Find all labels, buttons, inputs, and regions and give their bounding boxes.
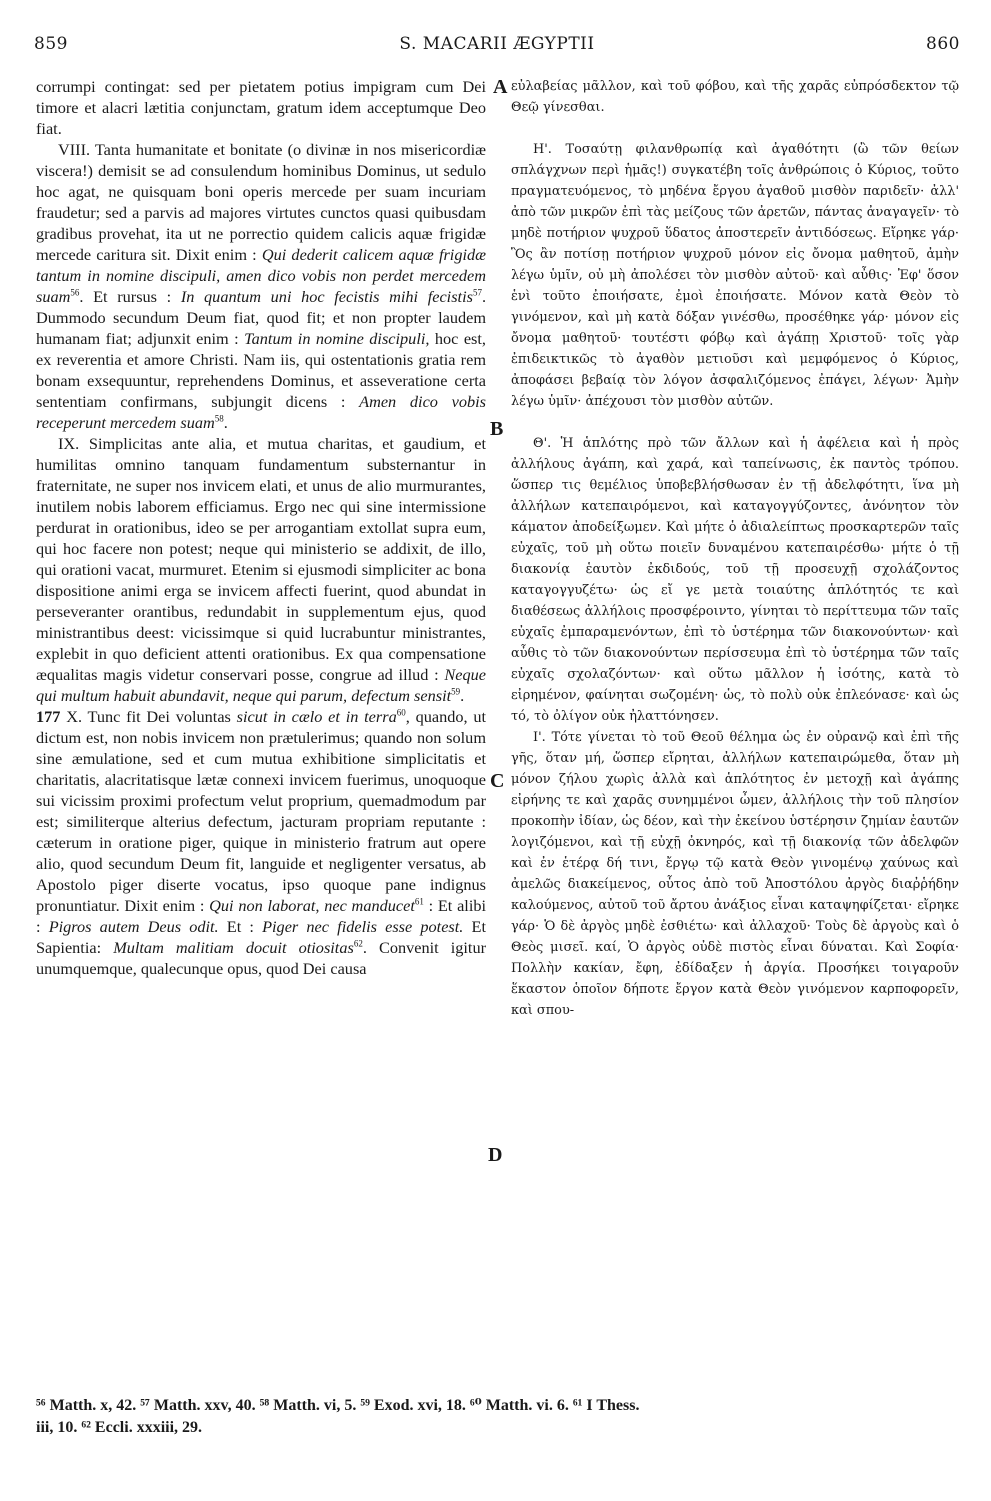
footnote-ref: 61	[414, 896, 424, 907]
margin-letter-d: D	[488, 1144, 503, 1166]
latin-text: .	[223, 413, 228, 432]
page-header	[34, 34, 960, 58]
latin-text: , quando, ut dictum est, non nobis invicem non prætulerimus; quando non solum sine æmulatione, sed et cum mutua exhibitione simplicitatis et charitatis, alacritatisque lætæ connexi invicem fuerimus, unoquoque sui vicissim proximi profectum velut proprium, quemadmodum par est; similiterque alterius defectum, jacturam propriam reputante : cæterum in oratione piger, quique in ministerio fratrum aut opere alio, quod secundum Deum fit, languide et negligenter versatus, ab Apostolo piger diserte vocatus, ipso quoque pane indignus pronuntiatur. Dixit enim :	[36, 707, 486, 915]
footnote-line: ⁵⁶ Matth. x, 42. ⁵⁷ Matth. xxv, 40. ⁵⁸ Matth. vi, 5. ⁵⁹ Exod. xvi, 18. ⁶⁰ Matth. vi. 6. ⁶¹ I Thess.	[36, 1397, 640, 1414]
greek-paragraph-iota	[511, 727, 959, 1021]
section-number: X.	[66, 707, 83, 726]
section-number: Ι'.	[533, 730, 546, 745]
greek-text: εὐλαβείας μᾶλλον, καὶ τοῦ φόβου, καὶ τῆς χαρᾶς εὐπρόσδεκτον τῷ Θεῷ γίνεσθαι.	[511, 79, 959, 115]
section-number: Η'.	[533, 142, 552, 157]
latin-quote: Multam malitiam docuit otiositas	[113, 938, 354, 957]
running-title: S. MACARII ÆGYPTII	[399, 34, 595, 54]
latin-text: . Dummodo secundum Deum fiat, quod fit; et non propter laudem humanam fiat; adjunxit enim :	[36, 287, 486, 348]
latin-text: Tunc fit Dei voluntas	[82, 707, 237, 726]
latin-quote: In quantum uni hoc fecistis mihi fecistis	[180, 287, 473, 306]
latin-text: Et Sapientia:	[36, 917, 486, 957]
latin-paragraph-x	[36, 706, 486, 979]
latin-text: Et :	[218, 917, 263, 936]
latin-quote: Amen dico vobis receperunt mercedem suam	[36, 392, 486, 432]
latin-quote: Qui dederit calicem aquæ frigidæ tantum in nomine discipuli, amen dico vobis non perdet mercedem suam	[36, 245, 486, 306]
greek-paragraph-eta	[511, 139, 959, 412]
latin-text: corrumpi contingat: sed per pietatem potius impigram cum Dei timore et alacri lætitia conjunctam, gratum idem acceptumque Deo fiat.	[36, 77, 486, 138]
section-number: IX.	[58, 434, 80, 453]
latin-column	[36, 76, 486, 1376]
latin-quote: Piger nec fidelis esse potest.	[262, 917, 464, 936]
latin-text: .	[460, 686, 465, 705]
latin-quote: Tantum in nomine discipuli,	[244, 329, 430, 348]
section-number: VIII.	[58, 140, 91, 159]
latin-paragraph-intro	[36, 76, 486, 139]
paragraph-gap	[511, 118, 959, 139]
footnotes	[36, 1395, 958, 1439]
footnote-ref: 62	[353, 938, 363, 949]
latin-text: Tanta humanitate et bonitate (o divinæ in nos misericordiæ viscera!) demisit se ad consulendum hominibus Dominus, ut sedulo hoc agat, ne quisquam boni operis mercede per suam incuriam fraudetur; sed a parvis ad majores virtutes cunctos quasi quibusdam gradibus provehat, ita ut ne porrectio quidem calicis aquæ frigidæ mercede caritura sit. Dixit enim :	[36, 140, 486, 264]
footnote-ref: 56	[70, 287, 80, 298]
footnote-ref: 59	[451, 686, 461, 697]
latin-text: : Et alibi :	[36, 896, 486, 936]
margin-letter-c: C	[490, 770, 505, 792]
latin-quote: Qui non laborat, nec manducet	[209, 896, 415, 915]
page-number-right: 860	[926, 34, 960, 54]
latin-quote: Neque qui multum habuit abundavit, neque qui parum, defectum sensit	[36, 665, 486, 705]
footnote-ref: 57	[472, 287, 482, 298]
greek-text: Τοσαύτῃ φιλανθρωπίᾳ καὶ ἀγαθότητι (ὢ τῶν θείων σπλάγχνων περὶ ἡμᾶς!) συγκατέβη τοῖς ἀνθρώποις ὁ Κύριος, τοῦτο πραγματευόμενος, τὸ μηδένα ἔργου ἀγαθοῦ μισθὸν παριδεῖν· ἀλλ' ἀπὸ τῶν μικρῶν ἐπὶ τὰς μείζους τῶν ἀρετῶν, πάντας ἀναγαγεῖν· τὸ μηδὲ ποτήριον ψυχροῦ ὕδατος ἀποστερεῖν ἀντιδόσεως. Εἴρηκε γάρ· Ὃς ἂν ποτίσῃ ποτήριον ψυχροῦ μόνον εἰς ὄνομα μαθητοῦ, ἀμὴν λέγω ὑμῖν, οὐ μὴ ἀπολέσει τὸν μισθὸν αὐτοῦ· καὶ αὖθις· Ἐφ' ὅσον ἑνὶ τοῦτο ἐποιήσατε, ἐμοὶ ἐποιήσατε. Μόνον κατὰ Θεὸν τὸ γινόμενον, καὶ μὴ κατὰ δόξαν γινέσθω, προσέθηκε γάρ· μόνον εἰς ὄνομα μαθητοῦ· τουτέστι φόβῳ καὶ ἀγάπῃ Χριστοῦ· τοῖς γὰρ ἐπιδεικτικῶς τὸ ἀγαθὸν μετιοῦσι καὶ μεμφόμενος ὁ Κύριος, ἀποφάσει βεβαίᾳ τὸν λόγον ἀσφαλιζόμενος ἐπάγει, λέγων· Ἀμὴν λέγω ὑμῖν· ἀπέχουσι τὸν μισθὸν αὐτῶν.	[511, 142, 959, 409]
greek-text: Τότε γίνεται τὸ τοῦ Θεοῦ θέλημα ὡς ἐν οὐρανῷ καὶ ἐπὶ τῆς γῆς, ὅταν μή, ὥσπερ εἴρηται, ἀλλήλων κατεπαιρώμεθα, ὅταν μὴ μόνον ζήλου χωρὶς ἀλλὰ καὶ ἁπλότητος ἐν μετοχῇ καὶ ἀγάπης εἰρήνης τε καὶ χαρᾶς συνημμένοι ὦμεν, ἀλλήλοις τὴν τοῦ πλησίον προκοπὴν ἰδίαν, ὡς δέον, καὶ τὴν ἐκείνου ὑστέρησιν ζημίαν ἑαυτῶν λογιζόμενοι, καὶ τῇ εὐχῇ ὀκνηρός, καὶ τῇ διακονίᾳ τῶν ἀδελφῶν καὶ ἐν ἑτέρᾳ δή τινι, ἔργῳ τῷ κατὰ Θεὸν γινομένῳ χαύνως καὶ ἀμελῶς διακείμενος, οὗτος ἀπὸ τοῦ Ἀποστόλου ἀργὸς διαῤῥήδην καλούμενος, αὐτοῦ τοῦ ἄρτου ἀνάξιος εἶναι καταψηφίζεται· εἴρηκε γάρ· Ὁ δὲ ἀργὸς μηδὲ ἐσθιέτω· καὶ ἀλλαχοῦ· Τοὺς δὲ ἀργοὺς καὶ ὁ Θεὸς μισεῖ. καί, Ὁ ἀργὸς οὐδὲ πιστὸς εἶναι δύναται. Καὶ Σοφία· Πολλὴν κακίαν, ἔφη, ἐδίδαξεν ἡ ἀργία. Προσήκει τοιγαροῦν ἕκαστον ὁποῖον δήποτε ἔργον κατὰ Θεὸν γινόμενον καρποφορεῖν, καὶ σπου-	[511, 730, 959, 1018]
column-marker: 177	[36, 707, 61, 726]
margin-letter-b: B	[490, 418, 504, 440]
footnote-line: iii, 10. ⁶² Eccli. xxxiii, 29.	[36, 1419, 203, 1436]
greek-text: Ἡ ἁπλότης πρὸ τῶν ἄλλων καὶ ἡ ἀφέλεια καὶ ἡ πρὸς ἀλλήλους ἀγάπη, καὶ χαρά, καὶ ταπείνωσις, ἐκ παντὸς τρόπου. ὥσπερ τις θεμέλιος ὑποβεβλήσθωσαν ἐν τῇ ἀδελφότητι, ἵνα μὴ ἀλλήλων κατεπαιρόμενοι, καὶ καταγογγύζοντες, ἀνόνητον τὸν κάματον ἀποδείξωμεν. Καὶ μήτε ὁ ἀδιαλείπτως προσκαρτερῶν ταῖς εὐχαῖς, τοῦ μὴ οὕτω ποιεῖν δυναμένου κατεπαιρέσθω· μήτε ὁ τῇ διακονίᾳ ἑαυτὸν ἐκδιδούς, τοῦ τῇ προσευχῇ σχολάζοντος καταγογγυζέτω· ὡς εἴ γε μετὰ τοιαύτης ἁπλότητός τε καὶ διαθέσεως ἀλλήλοις προσφέροιντο, γίνηται τὸ περίττευμα τῶν ταῖς εὐχαῖς ἐμπαραμενόντων, ἐπὶ τὸ ὑστέρημα τῶν διακονούντων· καὶ αὖθις τὸ τῶν διακονούντων περίσσευμα ἐπὶ τὸ ὑστέρημα τῶν ταῖς εὐχαῖς σχολαζόντων· καὶ οὕτω μᾶλλον ἡ ἰσότης, κατὰ τὸ εἰρημένον, φαίνηται σωζομένη· ὡς, τὸ πολὺ οὐκ ἐπλεόνασε· καὶ ὡς τό, τὸ ὀλίγον οὐκ ἠλαττόνησεν.	[511, 436, 959, 724]
footnote-ref: 60	[396, 707, 406, 718]
greek-paragraph-intro	[511, 76, 959, 118]
latin-text: . Et rursus :	[79, 287, 181, 306]
latin-text: hoc est, ex reverentia et amore Christi. Nam iis, qui ostentationis gratia rem bonam exsequuntur, reprehendens Dominus, et asseveratione certa sententiam confirmans, subjungit dicens :	[36, 329, 486, 411]
footnote-ref: 58	[214, 413, 224, 424]
latin-quote: Pigros autem Deus odit.	[48, 917, 219, 936]
margin-letter-a: A	[493, 76, 508, 98]
latin-quote: sicut in cælo et in terra	[236, 707, 397, 726]
latin-text: Simplicitas ante alia, et mutua charitas, et gaudium, et humilitas omnino tanquam fundamentum substernantur in fraternitate, ne super nos invicem elati, et unus de alio murmurantes, inutilem nobis laborem efficiamus. Ergo nec qui sine intermissione perdurat in orationibus, ideo se per arrogantiam extollat supra eum, qui hoc facere non potest; neque qui ministerio se addixit, de illo, qui orationi vacat, murmuret. Etenim si ejusmodi simpliciter ac bona dispositione animi erga se invicem affecti fuerint, quod abundat in perseveranter orantibus, redundabit in supplementum ejus, quod ministrantibus deest: vicissimque si quid lucrabuntur ministrantes, explebit in quo deficient attenti orationibus. Ex qua compensatione æqualitas magis videtur conservari posse, congrue ad illud :	[36, 434, 486, 684]
page-number-left: 859	[34, 34, 68, 54]
section-number: Θ'.	[533, 436, 552, 451]
latin-text: . Convenit igitur unumquemque, qualecunque opus, quod Dei causa	[36, 938, 486, 978]
greek-column	[511, 76, 959, 1376]
paragraph-gap	[511, 412, 959, 433]
latin-paragraph-viii	[36, 139, 486, 433]
greek-paragraph-theta	[511, 433, 959, 727]
latin-paragraph-ix	[36, 433, 486, 706]
